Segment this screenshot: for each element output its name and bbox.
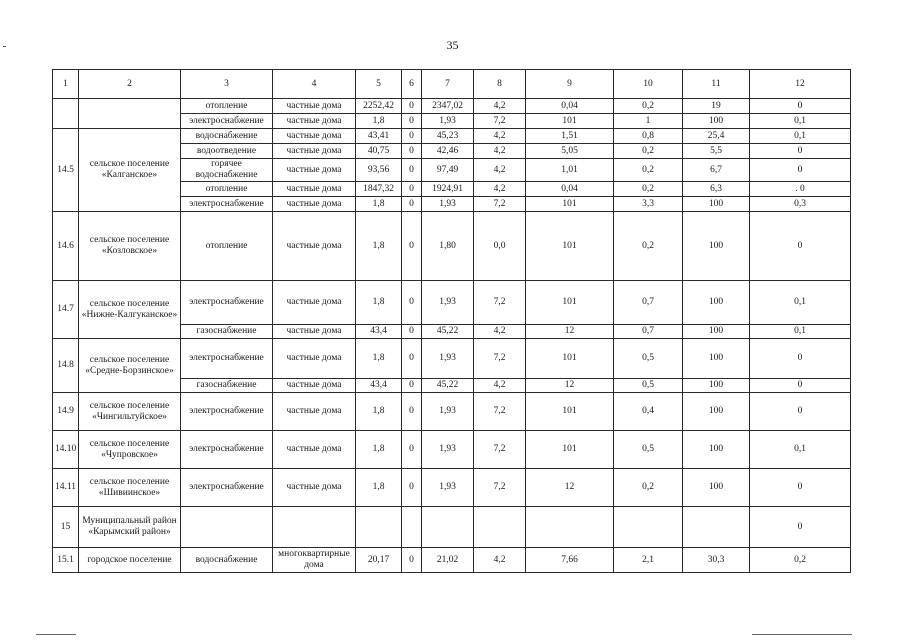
settlement-number-cell: 14.11	[53, 469, 79, 507]
value-cell: 45,23	[422, 129, 474, 144]
housing-type-cell: частные дома	[273, 325, 356, 339]
value-cell: 0,04	[526, 182, 614, 197]
header-cell: 5	[356, 70, 402, 99]
footer-rule-left	[36, 634, 76, 635]
value-cell: 0	[402, 212, 422, 281]
value-cell: 4,2	[474, 144, 526, 159]
value-cell: 0,1	[750, 114, 851, 129]
service-cell: отопление	[181, 182, 273, 197]
value-cell: 100	[683, 339, 750, 379]
service-cell	[181, 507, 273, 548]
housing-type-cell: частные дома	[273, 114, 356, 129]
settlement-number-cell: 14.5	[53, 129, 79, 212]
value-cell: 0	[402, 393, 422, 431]
value-cell: 4,2	[474, 129, 526, 144]
service-cell: водоснабжение	[181, 129, 273, 144]
value-cell: 1,80	[422, 212, 474, 281]
housing-type-cell: частные дома	[273, 379, 356, 393]
value-cell: 0	[402, 379, 422, 393]
table-row	[53, 212, 851, 281]
service-cell: электроснабжение	[181, 197, 273, 212]
value-cell: 0,1	[750, 325, 851, 339]
value-cell: 0	[402, 129, 422, 144]
value-cell: 0,04	[526, 99, 614, 114]
value-cell: 0	[402, 99, 422, 114]
housing-type-cell: частные дома	[273, 469, 356, 507]
value-cell: 0	[402, 182, 422, 197]
value-cell: 0,2	[614, 99, 683, 114]
value-cell: 45,22	[422, 379, 474, 393]
value-cell: 1,8	[356, 281, 402, 325]
value-cell: 25,4	[683, 129, 750, 144]
housing-type-cell: частные дома	[273, 144, 356, 159]
settlement-name-cell: сельское поселение «Козловское»	[79, 212, 181, 281]
value-cell	[614, 507, 683, 548]
housing-type-cell: частные дома	[273, 393, 356, 431]
value-cell: 1,01	[526, 159, 614, 182]
housing-type-cell: частные дома	[273, 281, 356, 325]
value-cell: 1,51	[526, 129, 614, 144]
value-cell: 4,2	[474, 325, 526, 339]
housing-type-cell: частные дома	[273, 182, 356, 197]
table-row	[53, 507, 851, 548]
value-cell: 101	[526, 197, 614, 212]
value-cell: 97,49	[422, 159, 474, 182]
value-cell: 0	[402, 281, 422, 325]
value-cell: 0	[750, 469, 851, 507]
table-row	[53, 281, 851, 325]
value-cell: 0,2	[614, 182, 683, 197]
value-cell: 0	[402, 325, 422, 339]
value-cell: 12	[526, 325, 614, 339]
value-cell: 7,2	[474, 281, 526, 325]
margin-mark	[3, 46, 6, 47]
value-cell: 0	[750, 159, 851, 182]
value-cell: 0,5	[614, 431, 683, 469]
value-cell: 21,02	[422, 548, 474, 573]
value-cell: 4,2	[474, 99, 526, 114]
service-cell: отопление	[181, 212, 273, 281]
value-cell: 2,1	[614, 548, 683, 573]
value-cell: 1,8	[356, 339, 402, 379]
header-cell: 8	[474, 70, 526, 99]
value-cell: 0	[750, 99, 851, 114]
header-cell: 10	[614, 70, 683, 99]
value-cell: 0,5	[614, 339, 683, 379]
value-cell: 1924,91	[422, 182, 474, 197]
value-cell: 7,2	[474, 114, 526, 129]
value-cell: 0	[750, 393, 851, 431]
value-cell: 40,75	[356, 144, 402, 159]
settlement-name-cell: сельское поселение «Чупровское»	[79, 431, 181, 469]
value-cell: 1847,32	[356, 182, 402, 197]
settlement-name-cell: сельское поселение «Чингильтуйское»	[79, 393, 181, 431]
value-cell	[474, 507, 526, 548]
value-cell: 7,2	[474, 393, 526, 431]
value-cell: 0,8	[614, 129, 683, 144]
value-cell: 1,93	[422, 393, 474, 431]
housing-type-cell: частные дома	[273, 129, 356, 144]
service-cell: отопление	[181, 99, 273, 114]
value-cell: 0	[402, 469, 422, 507]
value-cell: 101	[526, 212, 614, 281]
value-cell: 0	[750, 212, 851, 281]
settlement-name-cell: сельское поселение «Шивиинское»	[79, 469, 181, 507]
value-cell: 0	[402, 548, 422, 573]
value-cell: 7,2	[474, 431, 526, 469]
settlement-name-cell: сельское поселение «Калганское»	[79, 129, 181, 212]
value-cell: 101	[526, 431, 614, 469]
value-cell: 1,93	[422, 469, 474, 507]
value-cell: 100	[683, 281, 750, 325]
table-row	[53, 393, 851, 431]
value-cell: 0,0	[474, 212, 526, 281]
value-cell: 4,2	[474, 182, 526, 197]
value-cell: 1,8	[356, 212, 402, 281]
value-cell: 0	[750, 379, 851, 393]
value-cell: 1	[614, 114, 683, 129]
table-row	[53, 548, 851, 573]
value-cell	[683, 507, 750, 548]
value-cell: 1,8	[356, 469, 402, 507]
value-cell: 19	[683, 99, 750, 114]
header-cell: 3	[181, 70, 273, 99]
value-cell: 5,05	[526, 144, 614, 159]
value-cell: 100	[683, 114, 750, 129]
settlement-name-cell: сельское поселение «Нижне-Калгуканское»	[79, 281, 181, 339]
settlement-number-cell: 15	[53, 507, 79, 548]
value-cell: 0,3	[750, 197, 851, 212]
value-cell: 1,93	[422, 431, 474, 469]
table-row	[53, 469, 851, 507]
value-cell: 30,3	[683, 548, 750, 573]
value-cell: 0,4	[614, 393, 683, 431]
value-cell: 0,1	[750, 431, 851, 469]
value-cell: 1,8	[356, 197, 402, 212]
value-cell: 0	[402, 197, 422, 212]
housing-type-cell: частные дома	[273, 197, 356, 212]
header-cell: 12	[750, 70, 851, 99]
settlement-number-cell: 14.10	[53, 431, 79, 469]
settlement-number-cell: 14.7	[53, 281, 79, 339]
service-cell: электроснабжение	[181, 469, 273, 507]
settlement-name-cell: сельское поселение «Средне-Борзинское»	[79, 339, 181, 393]
value-cell: 1,93	[422, 281, 474, 325]
value-cell: 101	[526, 281, 614, 325]
value-cell: 7,66	[526, 548, 614, 573]
service-cell: газоснабжение	[181, 379, 273, 393]
value-cell: 100	[683, 393, 750, 431]
value-cell	[356, 507, 402, 548]
header-cell: 1	[53, 70, 79, 99]
value-cell: 45,22	[422, 325, 474, 339]
housing-type-cell: частные дома	[273, 339, 356, 379]
value-cell: 1,93	[422, 114, 474, 129]
service-cell: газоснабжение	[181, 325, 273, 339]
value-cell: 0	[402, 339, 422, 379]
value-cell: 12	[526, 379, 614, 393]
value-cell: 6,3	[683, 182, 750, 197]
value-cell: 20,17	[356, 548, 402, 573]
value-cell: 0,2	[614, 212, 683, 281]
value-cell: 0,1	[750, 281, 851, 325]
value-cell: 0,7	[614, 325, 683, 339]
value-cell: 100	[683, 325, 750, 339]
housing-type-cell: частные дома	[273, 99, 356, 114]
housing-type-cell: частные дома	[273, 431, 356, 469]
value-cell: 1,93	[422, 339, 474, 379]
value-cell: 101	[526, 114, 614, 129]
value-cell: 43,41	[356, 129, 402, 144]
value-cell: 1,8	[356, 431, 402, 469]
value-cell: 6,7	[683, 159, 750, 182]
value-cell: 3,3	[614, 197, 683, 212]
table-row	[53, 99, 851, 114]
value-cell: 100	[683, 379, 750, 393]
value-cell: 0,7	[614, 281, 683, 325]
service-cell: водоотведение	[181, 144, 273, 159]
value-cell: 0,1	[750, 129, 851, 144]
value-cell: 93,56	[356, 159, 402, 182]
settlement-name-cell: Муниципальный район «Карымский район»	[79, 507, 181, 548]
header-cell: 6	[402, 70, 422, 99]
page-number: 35	[446, 38, 459, 52]
settlement-number-cell	[53, 99, 79, 129]
value-cell: 2347,02	[422, 99, 474, 114]
service-cell: электроснабжение	[181, 393, 273, 431]
value-cell: 100	[683, 469, 750, 507]
housing-type-cell: частные дома	[273, 159, 356, 182]
table-row	[53, 431, 851, 469]
value-cell: 1,8	[356, 114, 402, 129]
value-cell: 43,4	[356, 379, 402, 393]
value-cell: 12	[526, 469, 614, 507]
value-cell: 43,4	[356, 325, 402, 339]
value-cell: 4,2	[474, 159, 526, 182]
value-cell: 0	[402, 431, 422, 469]
service-cell: электроснабжение	[181, 339, 273, 379]
table-row	[53, 129, 851, 144]
settlement-number-cell: 14.9	[53, 393, 79, 431]
value-cell: 100	[683, 431, 750, 469]
value-cell: 4,2	[474, 379, 526, 393]
value-cell: 5,5	[683, 144, 750, 159]
header-cell: 2	[79, 70, 181, 99]
service-cell: водоснабжение	[181, 548, 273, 573]
value-cell: 0	[750, 339, 851, 379]
table-row	[53, 339, 851, 379]
value-cell: 0,2	[750, 548, 851, 573]
value-cell: 7,2	[474, 339, 526, 379]
value-cell: 101	[526, 393, 614, 431]
settlement-number-cell: 15.1	[53, 548, 79, 573]
value-cell: 0,2	[614, 469, 683, 507]
housing-type-cell: частные дома	[273, 212, 356, 281]
value-cell: 7,2	[474, 469, 526, 507]
service-cell: электроснабжение	[181, 431, 273, 469]
value-cell	[402, 507, 422, 548]
value-cell: 7,2	[474, 197, 526, 212]
value-cell: 42,46	[422, 144, 474, 159]
settlement-name-cell: городское поселение	[79, 548, 181, 573]
value-cell	[526, 507, 614, 548]
value-cell: 0,2	[614, 144, 683, 159]
value-cell: 0,2	[614, 159, 683, 182]
settlement-name-cell	[79, 99, 181, 129]
data-table	[52, 69, 851, 573]
header-row	[53, 70, 851, 99]
value-cell: 0	[402, 159, 422, 182]
housing-type-cell: многоквартирные дома	[273, 548, 356, 573]
settlement-number-cell: 14.6	[53, 212, 79, 281]
value-cell: 100	[683, 212, 750, 281]
value-cell: 101	[526, 339, 614, 379]
value-cell: 0	[402, 114, 422, 129]
value-cell: 2252,42	[356, 99, 402, 114]
value-cell: 0	[750, 144, 851, 159]
housing-type-cell	[273, 507, 356, 548]
service-cell: горячее водоснабжение	[181, 159, 273, 182]
value-cell: 4,2	[474, 548, 526, 573]
value-cell: 1,8	[356, 393, 402, 431]
value-cell: 0,5	[614, 379, 683, 393]
value-cell: 0	[402, 144, 422, 159]
value-cell: 100	[683, 197, 750, 212]
header-cell: 9	[526, 70, 614, 99]
value-cell	[422, 507, 474, 548]
service-cell: электроснабжение	[181, 281, 273, 325]
value-cell: . 0	[750, 182, 851, 197]
header-cell: 7	[422, 70, 474, 99]
service-cell: электроснабжение	[181, 114, 273, 129]
settlement-number-cell: 14.8	[53, 339, 79, 393]
value-cell: 1,93	[422, 197, 474, 212]
footer-rule-right	[752, 634, 852, 635]
value-cell: 0	[750, 507, 851, 548]
header-cell: 4	[273, 70, 356, 99]
header-cell: 11	[683, 70, 750, 99]
